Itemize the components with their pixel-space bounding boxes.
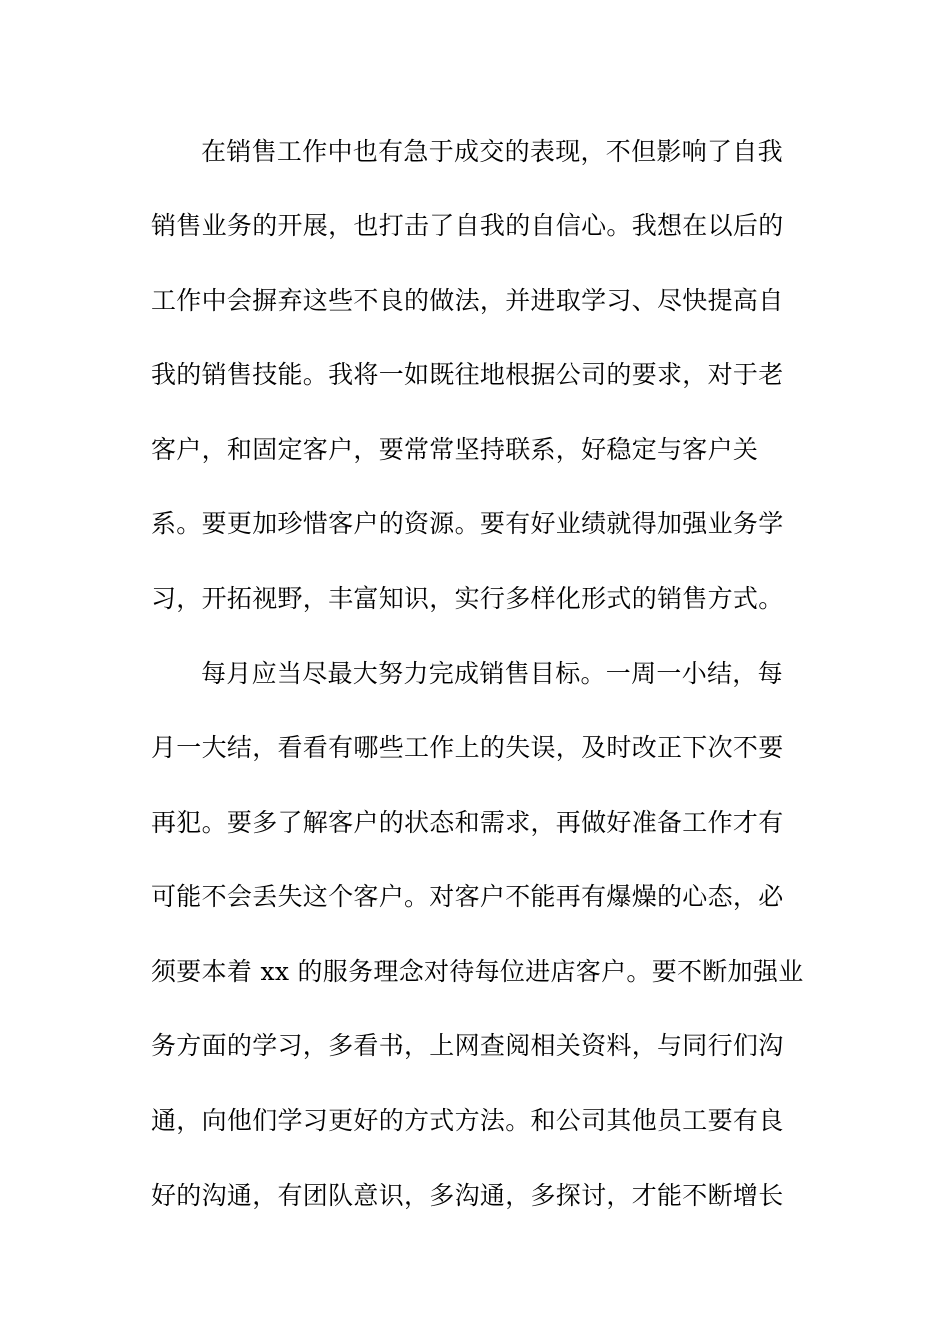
- paragraph-2-line-1: 每月应当尽最大努力完成销售目标。一周一小结，每: [201, 659, 783, 688]
- paragraph-2-line-8: 好的沟通，有团队意识，多沟通，多探讨，才能不断增长: [151, 1181, 784, 1210]
- paragraph-2-line-4: 可能不会丢失这个客户。对客户不能再有爆燥的心态，必: [151, 882, 784, 911]
- paragraph-1-line-2: 销售业务的开展，也打击了自我的自信心。我想在以后的: [151, 211, 784, 240]
- paragraph-1-line-7: 习，开拓视野，丰富知识，实行多样化形式的销售方式。: [151, 584, 784, 613]
- paragraph-1-line-4: 我的销售技能。我将一如既往地根据公司的要求，对于老: [151, 360, 784, 389]
- paragraph-1-line-5: 客户，和固定客户，要常常坚持联系，好稳定与客户关: [151, 435, 759, 464]
- paragraph-2-line-7: 通，向他们学习更好的方式方法。和公司其他员工要有良: [151, 1106, 784, 1135]
- paragraph-2-line-3: 再犯。要多了解客户的状态和需求，再做好准备工作才有: [151, 808, 784, 837]
- paragraph-1-line-6: 系。要更加珍惜客户的资源。要有好业绩就得加强业务学: [151, 509, 784, 538]
- paragraph-1-line-1: 在销售工作中也有急于成交的表现，不但影响了自我: [201, 137, 783, 166]
- paragraph-1-line-3: 工作中会摒弃这些不良的做法，并进取学习、尽快提高自: [151, 286, 784, 315]
- paragraph-2-line-2: 月一大结，看看有哪些工作上的失误，及时改正下次不要: [151, 733, 784, 762]
- paragraph-2-line-6: 务方面的学习，多看书，上网查阅相关资料，与同行们沟: [151, 1031, 784, 1060]
- paragraph-2-line-5: 须要本着 xx 的服务理念对待每位进店客户。要不断加强业: [151, 957, 804, 986]
